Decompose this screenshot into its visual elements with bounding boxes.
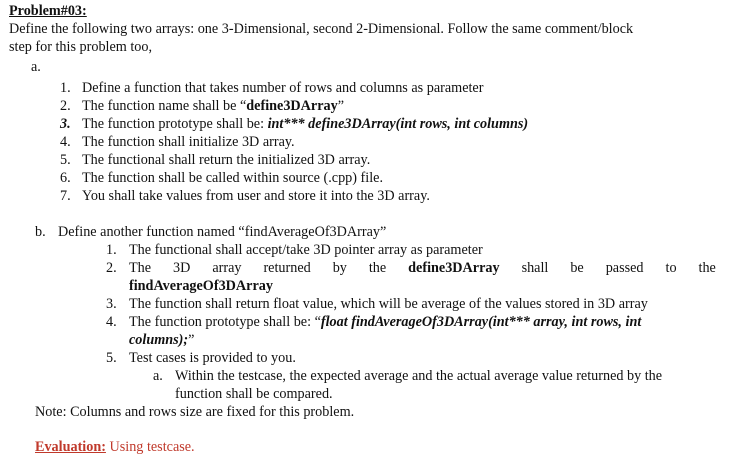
part-a-item-1: Define a function that takes number of rows and columns as parameter bbox=[82, 80, 484, 96]
part-a-item-4: The function shall initialize 3D array. bbox=[82, 134, 295, 150]
part-b-item-4-num: 4. bbox=[106, 314, 117, 330]
intro-line-1: Define the following two arrays: one 3-Dimensional, second 2-Dimensional. Follow the same comment/block bbox=[9, 21, 634, 37]
evaluation bbox=[35, 438, 195, 456]
part-a-item-2-num: 2. bbox=[60, 98, 71, 114]
part-b-item-4-line-2: columns);” bbox=[129, 332, 195, 348]
part-b-item-1-num: 1. bbox=[106, 242, 117, 258]
evaluation-text: Using testcase. bbox=[105, 439, 195, 455]
part-b-item-2-line-2: findAverageOf3DArray bbox=[129, 278, 273, 294]
part-b-item-1: The functional shall accept/take 3D pointer array as parameter bbox=[129, 242, 483, 258]
part-b-item-3-num: 3. bbox=[106, 296, 117, 312]
part-a-item-7: You shall take values from user and store it into the 3D array. bbox=[82, 188, 430, 204]
part-a-item-3-num: 3. bbox=[60, 116, 71, 132]
part-a-item-5-num: 5. bbox=[60, 152, 71, 168]
part-a-marker: a. bbox=[31, 59, 41, 75]
part-b-item-2-num: 2. bbox=[106, 260, 117, 276]
part-a-item-3: The function prototype shall be: int*** define3DArray(int rows, int columns) bbox=[82, 116, 529, 132]
problem-title: Problem#03: bbox=[9, 3, 87, 19]
part-b-item-2: The 3D array returned by the define3DArray shall be passed to the bbox=[129, 260, 716, 276]
part-b-heading: Define another function named “findAverageOf3DArray” bbox=[58, 224, 387, 240]
part-b-item-4: The function prototype shall be: “float findAverageOf3DArray(int*** array, int rows, int bbox=[129, 314, 642, 330]
part-a-item-6: The function shall be called within source (.cpp) file. bbox=[82, 170, 383, 186]
intro-line-2: step for this problem too, bbox=[9, 39, 153, 55]
part-a-item-6-num: 6. bbox=[60, 170, 71, 186]
part-a-item-7-num: 7. bbox=[60, 188, 71, 204]
part-b-item-3: The function shall return float value, which will be average of the values stored in 3D array bbox=[129, 296, 648, 312]
part-b-sub-line-2: function shall be compared. bbox=[175, 386, 333, 402]
evaluation-label: Evaluation: bbox=[35, 439, 106, 455]
part-a-item-1-num: 1. bbox=[60, 80, 71, 96]
part-b-item-5-num: 5. bbox=[106, 350, 117, 366]
part-b-sub-line-1: Within the testcase, the expected average and the actual average value returned by the bbox=[175, 368, 663, 384]
part-a-item-4-num: 4. bbox=[60, 134, 71, 150]
note: Note: Columns and rows size are fixed for this problem. bbox=[35, 404, 355, 420]
part-b-item-5: Test cases is provided to you. bbox=[129, 350, 296, 366]
part-a-item-5: The functional shall return the initialized 3D array. bbox=[82, 152, 371, 168]
part-b-marker: b. bbox=[35, 224, 46, 240]
part-b-sub-marker: a. bbox=[153, 368, 163, 384]
part-a-item-2: The function name shall be “define3DArray” bbox=[82, 98, 345, 114]
